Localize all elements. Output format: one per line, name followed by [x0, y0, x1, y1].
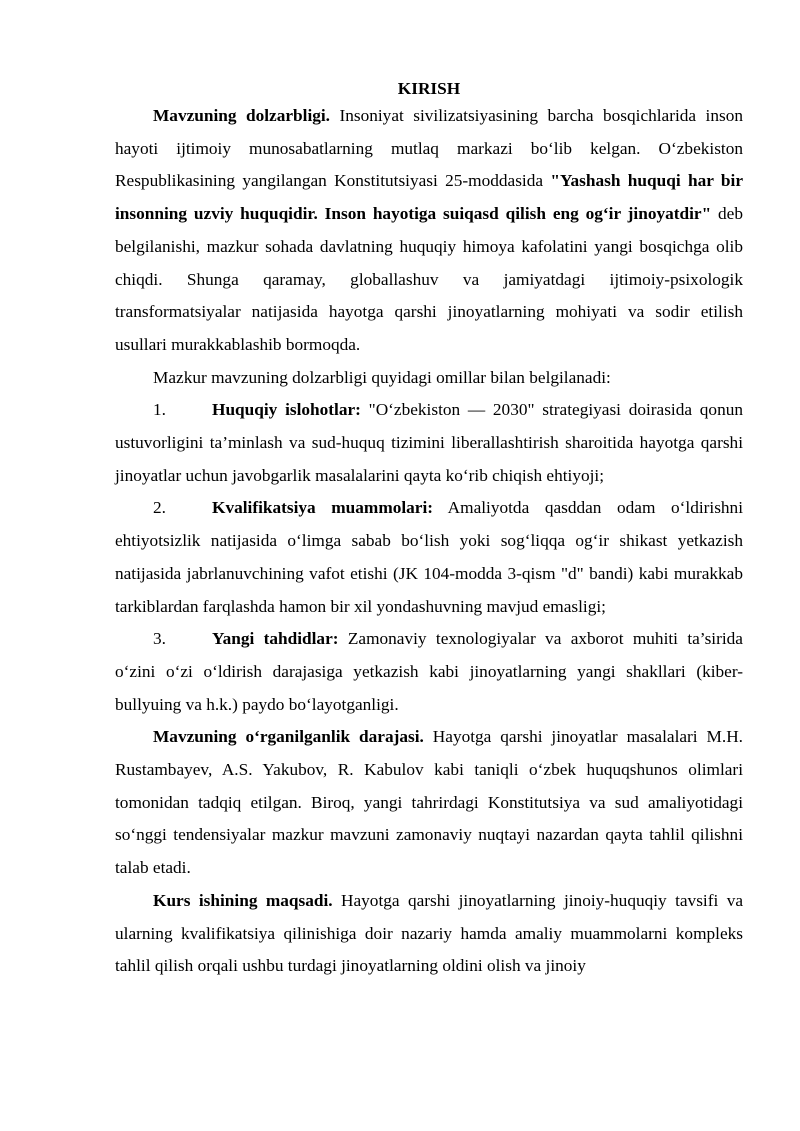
paragraph-goal — [115, 885, 743, 983]
list-number: 2. — [153, 498, 166, 518]
paragraph-text: deb belgilanishi, mazkur sohada davlatning huquqiy himoya kafolatini yangi bosqichga olib chiqdi. Shunga qaramay, globallashuv va jamiyatdagi ijtimoiy-psixologik transformatsiyalar natijasida hayotga qarshi jinoyatlarning mohiyati va sodir etilish usullari murakkablashib bormoqda. — [115, 204, 743, 354]
list-item-lead: Yangi tahdidlar: — [212, 629, 339, 649]
paragraph-relevance — [115, 100, 743, 362]
list-item-text: "O‘zbekiston — 2030" strategiyasi doirasida qonun ustuvorligini ta’minlash va sud-huquq tizimini liberallashtirish sharoitida hayotga qarshi jinoyatlar uchun javobgarlik masalalarini qayta ko‘rib chiqish ehtiyoji; — [115, 400, 743, 485]
paragraph-lead: Kurs ishining maqsadi. — [153, 890, 333, 910]
paragraph-text: Insoniyat sivilizatsiyasining barcha bosqichlarida inson hayoti ijtimoiy munosabatlarning mutlaq markazi bo‘lib kelgan. O‘zbekiston Respublikasining yangilangan Konstitutsiyasi 25-moddasida — [115, 106, 744, 191]
list-item — [115, 394, 743, 492]
constitution-quote: "Yashash huquqi har bir insonning uzviy huquqidir. Inson hayotiga suiqasd qilish eng og‘ir jinoyatdir" — [115, 171, 743, 224]
list-item-text: Zamonaviy texnologiyalar va axborot muhiti ta’sirida o‘zini o‘zi o‘ldirish darajasiga yetkazish kabi jinoyatlarning yangi shakllari (kiber-bullyuing va h.k.) paydo bo‘layotganligi. — [115, 629, 743, 714]
list-item — [115, 492, 743, 623]
paragraph-lead: Mavzuning dolzarbligi. — [153, 106, 331, 125]
list-number: 3. — [153, 629, 166, 649]
list-item — [115, 623, 743, 721]
list-item-lead: Kvalifikatsiya muammolari: — [212, 498, 434, 518]
paragraph-research-level — [115, 721, 743, 885]
list-item-lead: Huquqiy islohotlar: — [212, 400, 361, 420]
paragraph-text: Hayotga qarshi jinoyatlarning jinoiy-huquqiy tavsifi va ularning kvalifikatsiya qilinishiga doir nazariy hamda amaliy muammolarni kompleks tahlil qilish orqali ushbu turdagi jinoyatlarning oldini olish va jinoiy — [115, 890, 743, 976]
paragraph-lead: Mavzuning o‘rganilganlik darajasi. — [153, 727, 424, 747]
paragraph-text: Hayotga qarshi jinoyatlar masalalari M.H. Rustambayev, A.S. Yakubov, R. Kabulov kabi taniqli o‘zbek huquqshunos olimlari tomonidan tadqiq etilgan. Biroq, yangi tahrirdagi Konstitutsiya va sud amaliyotidagi so‘nggi tendensiyalar mazkur mavzuni zamonaviy nuqtayi nazardan qayta tahlil qilishni talab etadi. — [115, 727, 744, 878]
section-title: KIRISH — [397, 79, 461, 98]
list-item-text: Amaliyotda qasddan odam o‘ldirishni ehtiyotsizlik natijasida o‘limga sabab bo‘lish yoki sog‘liqqa og‘ir shikast yetkazish natijasida jabrlanuvchining vafot etishi (JK 104-modda 3-qism "d" bandi) kabi murakkab tarkiblardan farqlashda hamon bir xil yondashuvning mavjud emasligi; — [115, 498, 743, 616]
list-number: 1. — [153, 400, 166, 420]
paragraph-factors-intro: Mazkur mavzuning dolzarbligi quyidagi omillar bilan belgilanadi: — [153, 367, 611, 387]
